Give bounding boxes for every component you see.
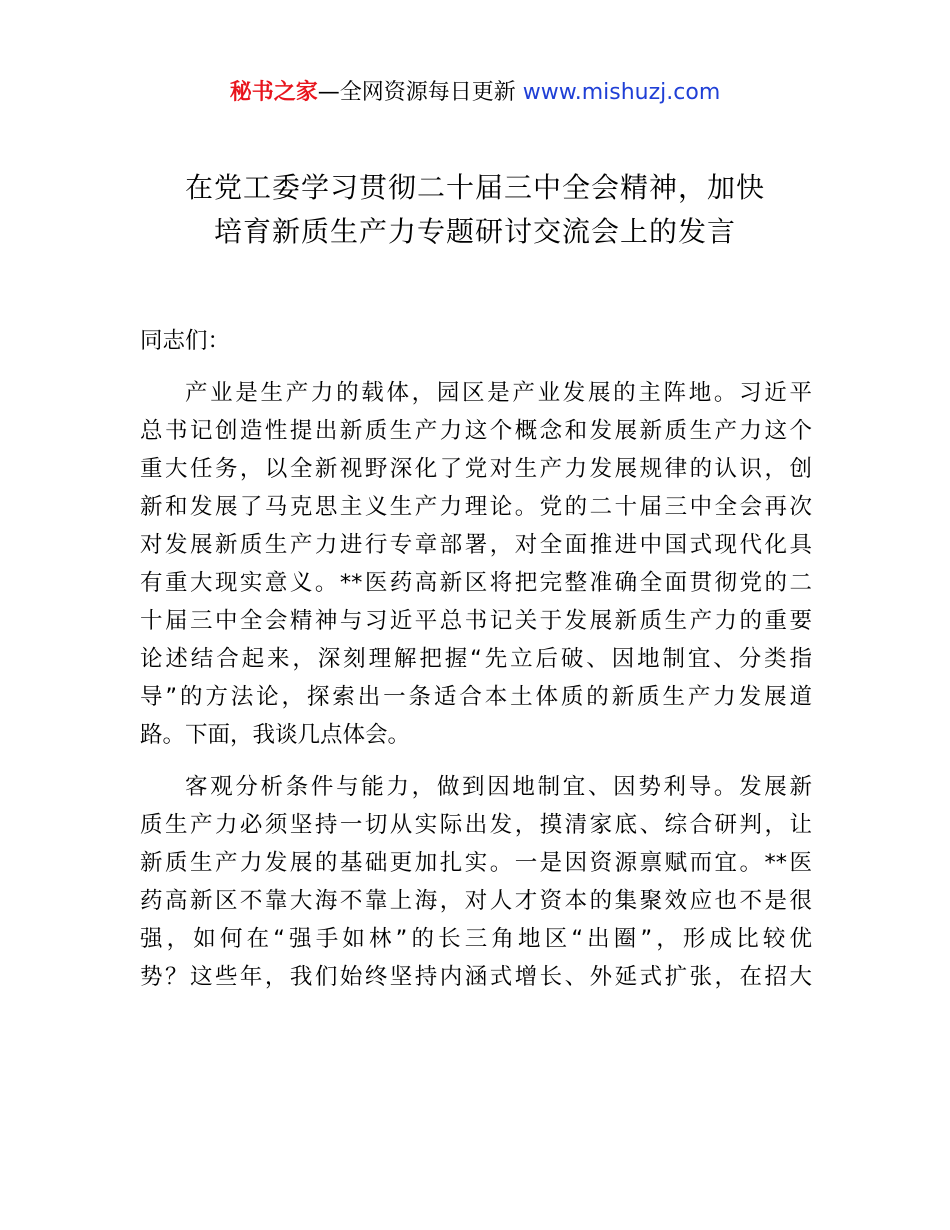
paragraph-line: 新质生产力发展的基础更加扎实。一是因资源禀赋而宜。**医 (140, 850, 812, 876)
paragraph-line: 强，如何在“强手如林”的长三角地区“出圈”，形成比较优 (140, 926, 812, 952)
paragraph-line: 药高新区不靠大海不靠上海，对人才资本的集聚效应也不是很 (140, 888, 812, 914)
document-title-line: 在党工委学习贯彻二十届三中全会精神，加快 (184, 171, 765, 204)
document-title (120, 166, 830, 254)
paragraph-line: 质生产力必须坚持一切从实际出发，摸清家底、综合研判，让 (140, 812, 812, 838)
salutation: 同志们： (140, 328, 231, 354)
paragraph-line: 有重大现实意义。**医药高新区将把完整准确全面贯彻党的二 (140, 570, 812, 596)
site-name: 秘书之家 (229, 80, 318, 105)
paragraph-line: 对发展新质生产力进行专章部署，对全面推进中国式现代化具 (140, 532, 812, 558)
document-title-line: 培育新质生产力专题研讨交流会上的发言 (213, 215, 736, 248)
paragraph-line: 路。下面，我谈几点体会。 (140, 722, 411, 748)
paragraph-line: 十届三中全会精神与习近平总书记关于发展新质生产力的重要 (140, 608, 812, 634)
paragraph-line: 新和发展了马克思主义生产力理论。党的二十届三中全会再次 (140, 494, 812, 520)
paragraph-line: 重大任务，以全新视野深化了党对生产力发展规律的认识，创 (140, 456, 812, 482)
site-header (0, 78, 950, 108)
paragraph-line: 总书记创造性提出新质生产力这个概念和发展新质生产力这个 (140, 418, 812, 444)
document-body (140, 322, 812, 1010)
paragraph-line: 产业是生产力的载体，园区是产业发展的主阵地。习近平 (185, 380, 812, 406)
paragraph-2 (140, 768, 812, 996)
paragraph-line: 论述结合起来，深刻理解把握“先立后破、因地制宜、分类指 (140, 646, 812, 672)
paragraph-line: 导”的方法论，探索出一条适合本土体质的新质生产力发展道 (140, 684, 812, 710)
paragraph-line: 客观分析条件与能力，做到因地制宜、因势利导。发展新 (185, 774, 812, 800)
site-url-link[interactable]: www.mishuzj.com (522, 80, 721, 105)
paragraph-line: 势？这些年，我们始终坚持内涵式增长、外延式扩张，在招大 (140, 964, 812, 990)
site-tagline: —全网资源每日更新 (317, 80, 523, 105)
paragraph-1 (140, 374, 812, 754)
